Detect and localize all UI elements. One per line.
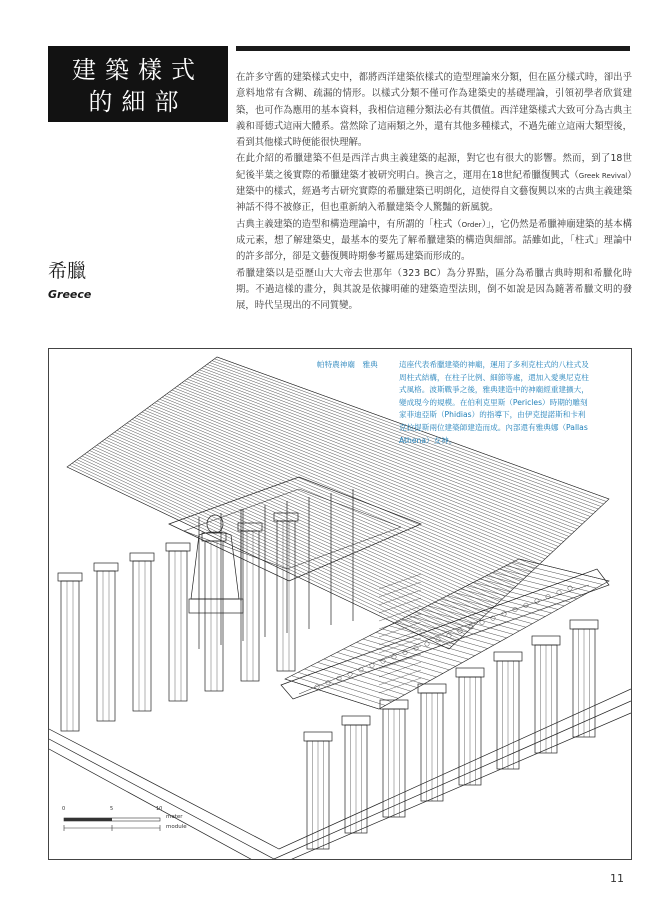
columns-left [58,513,298,731]
title-line-1: 建築樣式 [72,56,204,84]
page-number: 11 [610,872,624,885]
paragraph-2-a: 在此介紹的希臘建築不但是西洋古典主義建築的起源，對它也有很大的影響。然而，到了18世紀後半葉之後實際的希臘建築才被研究明白。換言之，運用在18世紀希臘復興式（ [236,153,632,181]
caption-line: Athena）女神。 [399,435,457,445]
scale-bar [60,812,170,836]
body-text [236,70,632,314]
greek-revival-term: Greek Revival [578,171,628,180]
caption-line: 這座代表希臘建築的神廟，運用了多利克柱式的八柱式及 [399,360,589,369]
caption-line: 周柱式結構，在柱子比例、細節等處，還加入愛奧尼克柱 [399,372,589,382]
title-line-2: 的細部 [88,88,188,116]
pediment [281,569,609,699]
scale-meter-label: meter [166,814,183,820]
paragraph-4: 希臘建築以是亞歷山大大帝去世那年（323 BC）為分界點，區分為希臘古典時期和希臘化時期。不過這樣的畫分，與其說是依據明確的建築造型法則，倒不如說是因為隨著希臘文明的發展，時代呈現出的不同質變。 [236,267,632,312]
parthenon-figure [48,348,632,860]
caption-line: 家菲迪亞斯（Phidias）的指導下，由伊克提諾斯和卡利 [399,410,586,420]
scale-tick-5: 5 [110,806,114,812]
caption-text [399,359,611,447]
caption-line: 變成現今的規模。在伯利克里斯（Pericles）時期的雕刻 [399,397,588,407]
section-title-zh: 希臘 [48,260,87,282]
order-term: Order [461,220,482,229]
paragraph-3-b: ）」，它仍然是希臘神廟建築的基本構成元素，想了解建築史，最基本的要先了解希臘建築的構造與細部。話雖如此，「柱式」理論中的許多部分，卻是文藝復興時期參考羅馬建築而形成的。 [236,218,632,263]
caption-line: 式風格。波斯戰爭之後，雅典建造中的神廟經重建擴大， [399,385,589,395]
scale-tick-0: 0 [62,806,66,812]
scale-tick-10: 10 [156,806,163,812]
paragraph-3-a: 古典主義建築的造型和構造理論中，有所謂的「柱式（ [236,218,462,230]
title-box [48,46,228,122]
caption-line: 克拉提斯兩位建築師建造而成。內部還有雅典娜（Pallas [399,422,588,432]
roof-right [285,559,609,709]
paragraph-3 [236,217,632,266]
paragraph-2-b: ）建築中的樣式，經過考古研究實際的希臘建築已明朗化，這使得自文藝復興以來的古典主義建築神話不得不被修正，但也重新納入希臘建築令人驚豔的新風貌。 [236,169,632,214]
section-title-en: Greece [48,288,92,301]
scale-module-label: module [166,824,187,830]
caption-title: 帕特農神廟 雅典 [317,360,378,369]
top-rule [236,46,630,51]
paragraph-2 [236,151,632,216]
paragraph-1: 在許多守舊的建築樣式史中，都將西洋建築依樣式的造型理論來分類，但在區分樣式時，卻出乎意料地常有含糊、疏漏的情形。以樣式分類不僅可作為建築史的基礎理論，引領初學者欣賞建築，也可作為應用的基本資料，我相信這種分類法必有其價值。西洋建築樣式大致可分為古典主義和哥德式這兩大體系。當然除了這兩類之外，還有其他多種樣式，不過先確立這兩大類型後，看到其他樣式時便能很快理解。 [236,72,632,149]
